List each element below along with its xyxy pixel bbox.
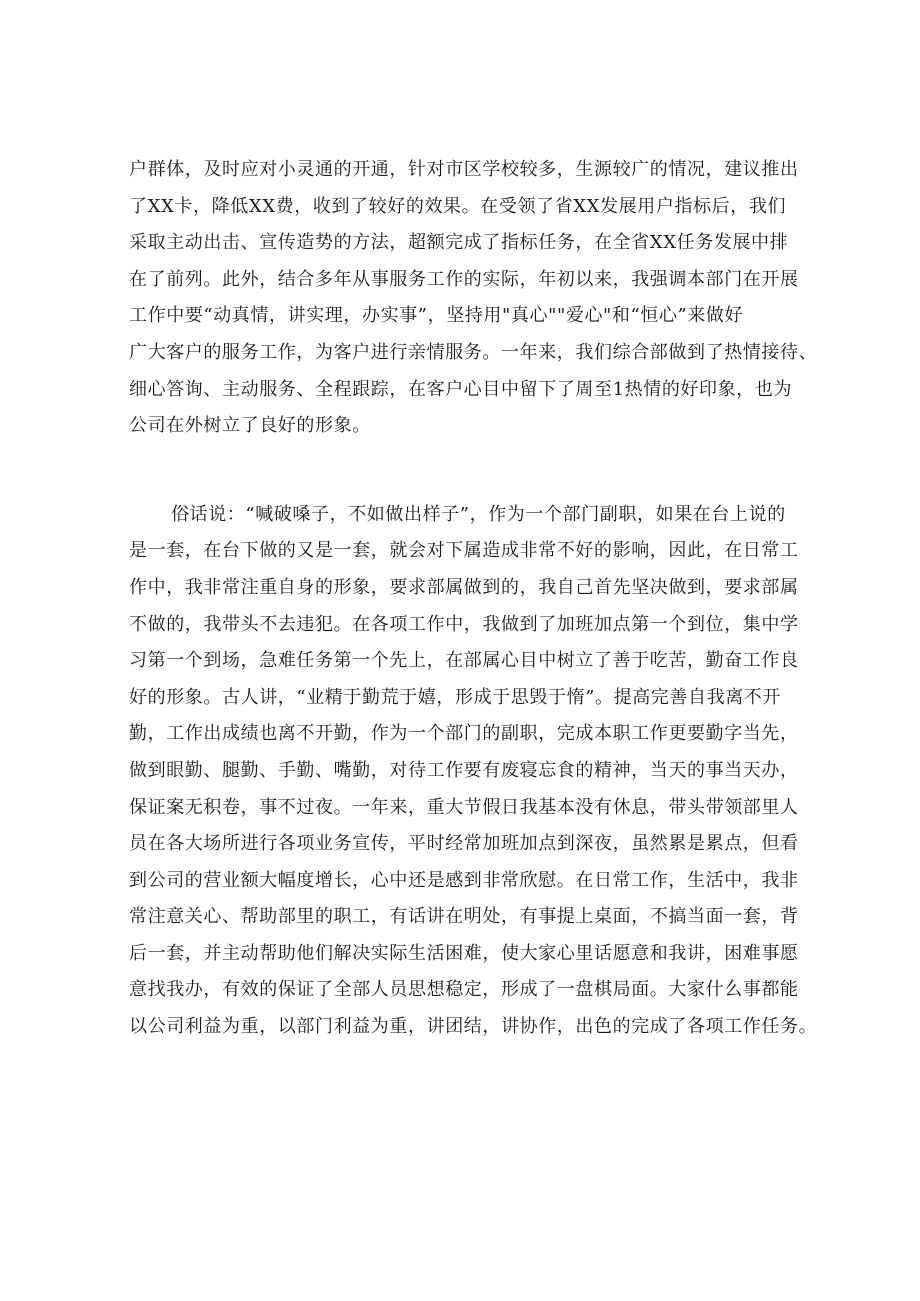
text-line: 意找我办，有效的保证了全部人员思想稳定，形成了一盘棋局面。大家什么事都能 [129, 979, 799, 1001]
text-line: 保证案无积卷，事不过夜。一年来，重大节假日我基本没有休息，带头带领部里人 [129, 796, 799, 818]
text-line: 以公司利益为重，以部门利益为重，讲团结，讲协作，出色的完成了各项工作任务。 [129, 1016, 818, 1038]
text-line: 户群体，及时应对小灵通的开通，针对市区学校较多，生源较广的情况，建议推出 [129, 159, 799, 180]
text-line: 在了前列。此外，结合多年从事服务工作的实际，年初以来，我强调本部门在开展 [129, 268, 799, 290]
text-line: 细心答询、主动服务、全程跟踪，在客户心目中留下了周至1热情的好印象，也为 [129, 378, 793, 400]
paragraph-2 [129, 497, 829, 1046]
text-line: 采取主动出击、宣传造势的方法，超额完成了指标任务，在全省XX任务发展中排 [129, 232, 789, 254]
text-line: 是一套，在台下做的又是一套，就会对下属造成非常不好的影响，因此，在日常工 [129, 540, 799, 562]
text-line: 员在各大场所进行各项业务宣传，平时经常加班加点到深夜，虽然累是累点，但看 [129, 833, 799, 855]
text-line: 习第一个到场，急难任务第一个先上，在部属心目中树立了善于吃苦，勤奋工作良 [129, 650, 799, 672]
text-line: 到公司的营业额大幅度增长，心中还是感到非常欣慰。在日常工作，生活中，我非 [129, 869, 799, 891]
text-line: 后一套，并主动帮助他们解决实际生活困难，使大家心里话愿意和我讲，困难事愿 [129, 942, 799, 964]
text-line: 好的形象。古人讲，“业精于勤荒于嬉，形成于思毁于惰”。提高完善自我离不开 [129, 686, 782, 708]
text-line: 公司在外树立了良好的形象。 [129, 415, 371, 437]
text-line: 工作中要“动真情，讲实理，办实事”，坚持用"真心""爱心"和“恒心”来做好 [129, 305, 744, 327]
text-line: 不做的，我带头不去违犯。在各项工作中，我做到了加班加点第一个到位，集中学 [129, 613, 799, 635]
text-line: 勤，工作出成绩也离不开勤，作为一个部门的副职，完成本职工作更要勤字当先， [129, 723, 799, 745]
paragraph-1 [129, 152, 829, 445]
text-line: 俗话说：“喊破嗓子，不如做出样子”，作为一个部门副职，如果在台上说的 [171, 503, 786, 525]
text-line: 广大客户的服务工作，为客户进行亲情服务。一年来，我们综合部做到了热情接待、 [129, 341, 818, 363]
text-line: 作中，我非常注重自身的形象，要求部属做到的，我自己首先坚决做到，要求部属 [129, 576, 799, 598]
text-line: 了XX卡，降低XX费，收到了较好的效果。在受领了省XX发展用户指标后，我们 [129, 195, 787, 217]
document-body [129, 152, 829, 1046]
text-line: 做到眼勤、腿勤、手勤、嘴勤，对待工作要有废寝忘食的精神，当天的事当天办， [129, 759, 799, 781]
text-line: 常注意关心、帮助部里的职工，有话讲在明处，有事提上桌面，不搞当面一套，背 [129, 906, 799, 928]
